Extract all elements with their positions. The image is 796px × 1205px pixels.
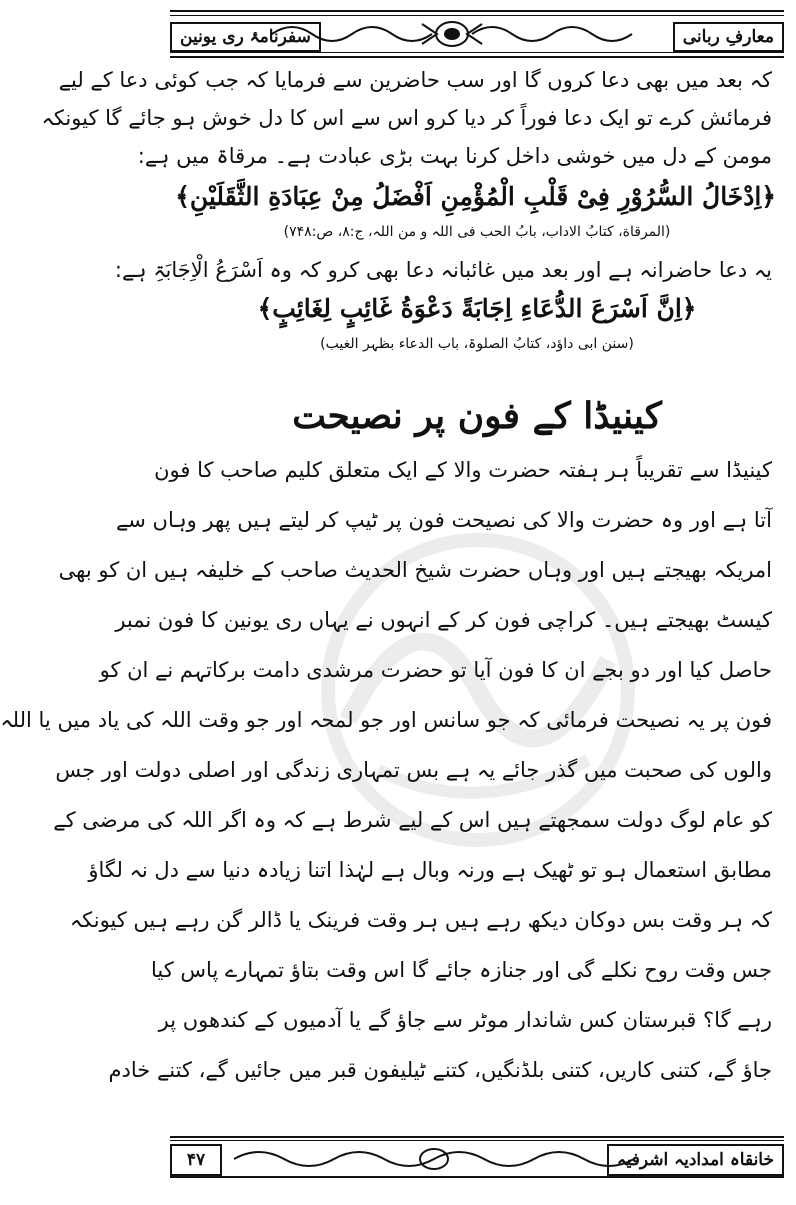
text-line: کہ ہر وقت بس دوکان دیکھ رہے ہیں ہر وقت فرینک یا ڈالر گن رہے ہیں کیونکہ — [69, 908, 772, 932]
text-line: امریکہ بھیجتے ہیں اور وہاں حضرت شیخ الحدیث صاحب کے خلیفہ ہیں ان کو بھی — [58, 558, 772, 582]
footer-ornament-icon — [234, 1142, 634, 1176]
text-line: کو عام لوگ دولت سمجھتے ہیں اس کے لیے شرط ہے کہ وہ اگر اللہ کی مرضی کے — [53, 808, 772, 832]
page-header — [170, 6, 784, 58]
arabic-quote: ﴿اِنَّ اَسْرَعَ الدُّعَاءِ اِجَابَةً دَعْوَةُ غَائِبٍ لِغَائِبٍ﴾ — [257, 294, 697, 323]
page-footer — [170, 1130, 784, 1180]
publisher-name: خانقاہ امدادیہ اشرفیہ — [607, 1144, 784, 1176]
page-number: ۴۷ — [170, 1144, 222, 1176]
text-line: والوں کی صحبت میں گذر جائے یہ ہے بس تمہاری زندگی اور اصلی دولت اور جس — [55, 758, 772, 782]
header-left-title: معارفِ ربانی — [673, 22, 784, 52]
text-line: فرمائش کرے تو ایک دعا فوراً کر دیا کرو اس سے اس کا دل خوش ہو جائے گا کیونکہ — [41, 106, 772, 130]
text-line: آتا ہے اور وہ حضرت والا کی نصیحت فون پر ٹیپ کر لیتے ہیں پھر وہاں سے — [115, 508, 772, 532]
header-ornament-icon — [272, 18, 632, 50]
text-line: کیسٹ بھیجتے ہیں۔ کراچی فون کر کے انہوں نے یہاں ری یونین کا فون نمبر — [115, 608, 772, 632]
text-line: مومن کے دل میں خوشی داخل کرنا بہت بڑی عبادت ہے۔ مرقاۃ میں ہے: — [137, 144, 772, 168]
text-line: فون پر یہ نصیحت فرمائی کہ جو سانس اور جو لمحہ اور جو وقت اللہ کی یاد میں یا اللہ — [0, 708, 772, 732]
text-line: حاصل کیا اور دو بجے ان کا فون آیا تو حضرت مرشدی دامت برکاتہم نے ان کو — [99, 658, 772, 682]
text-line: جس وقت روح نکلے گی اور جنازہ جائے گا اس وقت بتاؤ تمہارے پاس کیا — [151, 958, 772, 982]
text-line: جاؤ گے، کتنی کاریں، کتنی بلڈنگیں، کتنے ٹیلیفون قبر میں جائیں گے، کتنے خادم — [108, 1058, 772, 1082]
section-heading: کینیڈا کے فون پر نصیحت — [292, 395, 662, 437]
text-line: رہے گا؟ قبرستان کس شاندار موٹر سے جاؤ گے یا آدمیوں کے کندھوں پر — [158, 1008, 772, 1032]
reference-citation: (المرقاة، کتابُ الاداب، بابُ الحب فی اللہ و من اللہ، ج:۸، ص:۷۴۸) — [283, 224, 671, 240]
text-line: یہ دعا حاضرانہ ہے اور بعد میں غائبانہ دعا بھی کرو کہ وہ اَسْرَعُ الْاِجَابَۃِ ہے: — [114, 258, 772, 282]
text-line: کہ بعد میں بھی دعا کروں گا اور سب حاضرین سے فرمایا کہ جب کوئی دعا کے لیے — [58, 68, 772, 92]
reference-citation: (سنن ابی داؤد، کتابُ الصلوۃ، باب الدعاء بظہر الغیب) — [320, 336, 634, 352]
text-line: مطابق استعمال ہو تو ٹھیک ہے ورنہ وبال ہے لہٰذا اتنا زیادہ دنیا سے دل نہ لگاؤ — [88, 858, 772, 882]
text-line: کینیڈا سے تقریباً ہر ہفتہ حضرت والا کے ایک متعلق کلیم صاحب کا فون — [154, 458, 772, 482]
arabic-quote: ﴿اِدْخَالُ السُّرُوْرِ فِیْ قَلْبِ الْمُؤْمِنِ اَفْضَلُ مِنْ عِبَادَةِ الثَّقَلَیْنِ﴾ — [175, 182, 776, 211]
header-right-title: سفرنامۂ ری یونین — [170, 22, 321, 52]
